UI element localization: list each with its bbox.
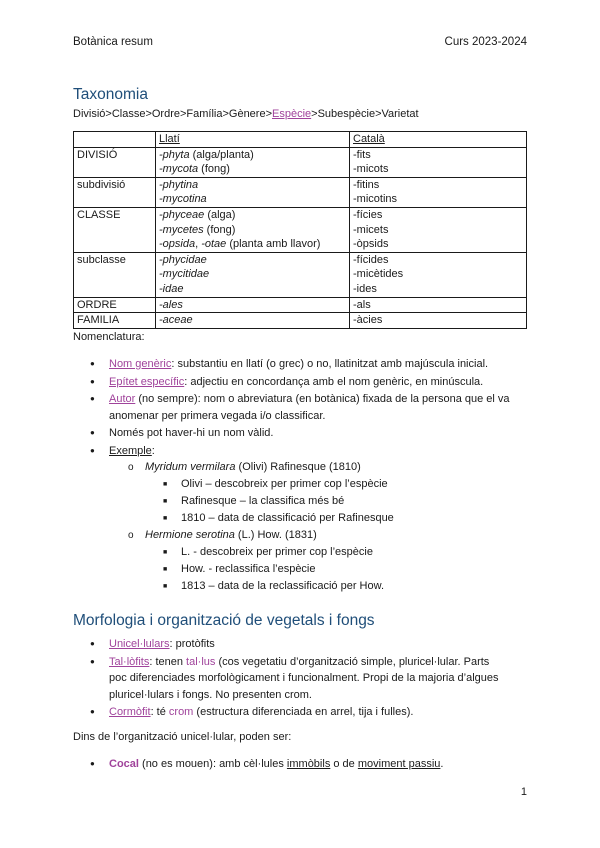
- heading-taxonomia: Taxonomia: [73, 86, 148, 103]
- page-number: 1: [520, 786, 527, 798]
- highlight-term: crom: [168, 706, 194, 718]
- cocal-term: Cocal: [109, 758, 139, 770]
- item-text: (no es mouen): amb cèl·lules: [138, 758, 287, 770]
- item-text: : adjectiu en concordança amb el nom genèric, en minúscula.: [184, 375, 484, 388]
- example-note: ■ L. - descobreix per primer cop l’espècie: [73, 544, 533, 561]
- example-item: [73, 527, 533, 544]
- term-link[interactable]: Autor: [109, 393, 136, 405]
- table-header-row: [74, 132, 527, 148]
- example-note: ■ Olivi – descobreix per primer cop l’espècie: [73, 476, 533, 493]
- hierarchy-post: >Subespècie>Varietat: [311, 108, 419, 120]
- item-text: pluricel·lulars i fongs. No presenten crom.: [109, 688, 312, 701]
- catalan-suffix: -fitins: [353, 178, 380, 191]
- table-row-subdivisio: [74, 177, 527, 207]
- term-link[interactable]: Unicel·lulars: [109, 638, 170, 650]
- cocal-list: [73, 756, 533, 773]
- catalan-suffix: -ides: [353, 282, 377, 295]
- example-note: ■ How. - reclassifica l’espècie: [73, 561, 533, 578]
- latin-cell: [156, 207, 350, 252]
- morphology-list: [73, 636, 535, 721]
- item-text: poc diferenciades morfològicament i funcionalment. Propi de la majoria d’algues: [109, 672, 499, 684]
- hierarchy-link[interactable]: Espècie: [272, 108, 312, 120]
- species-author: (L.) How. (1831): [234, 529, 317, 541]
- nomenclature-list: [73, 356, 533, 595]
- example-note: ■ 1813 – data de la reclassificació per How.: [73, 578, 533, 595]
- catalan-suffix: -fits: [353, 148, 371, 161]
- latin-note: (alga/planta): [189, 148, 254, 161]
- rank-cell: CLASSE: [74, 207, 156, 252]
- rank-cell: FAMILIA: [74, 313, 156, 329]
- latin-note: (alga): [204, 208, 236, 221]
- latin-suffix: -phytina: [159, 178, 199, 191]
- underlined-term: immòbils: [286, 758, 331, 770]
- catalan-cell: [350, 207, 527, 252]
- taxonomy-table: [73, 131, 527, 329]
- rank-cell: DIVISIÓ: [74, 147, 156, 177]
- term-link[interactable]: Exemple: [109, 444, 152, 457]
- item-text: : tenen: [149, 655, 187, 668]
- latin-cell: [156, 252, 350, 297]
- item-text: : protòfits: [169, 638, 215, 650]
- item-text: : té: [150, 706, 169, 718]
- latin-note: (planta amb llavor): [226, 238, 321, 251]
- term-link[interactable]: Nom genèric: [109, 358, 172, 370]
- species-name: Myridum vermilara: [145, 461, 236, 473]
- table-row-classe: [74, 207, 527, 252]
- hierarchy-pre: Divisió>Classe>Ordre>Família>Gènere>: [73, 108, 273, 120]
- catalan-suffix: -fícides: [353, 253, 389, 266]
- list-item-cocal: [73, 756, 533, 773]
- catalan-cell: [350, 252, 527, 297]
- term-link[interactable]: Epítet específic: [109, 375, 185, 388]
- latin-suffix: -mycitidae: [159, 268, 210, 281]
- latin-note: (fong): [198, 163, 230, 176]
- heading-morfologia: Morfologia i organització de vegetals i fongs: [73, 612, 375, 629]
- item-text: anomenar per primera vegada i/o classificar.: [109, 409, 326, 422]
- nomenclature-label: Nomenclatura:: [73, 331, 145, 343]
- latin-cell: [156, 177, 350, 207]
- latin-suffix: -mycetes: [159, 223, 204, 236]
- catalan-suffix: -micètides: [353, 268, 404, 281]
- catalan-cell: -àcies: [350, 313, 527, 329]
- latin-suffix: -idae: [159, 282, 184, 295]
- catalan-cell: [350, 177, 527, 207]
- col-header-latin: Llatí: [156, 132, 350, 148]
- list-item-unicellulars: [73, 636, 535, 653]
- latin-suffix: -opsida: [159, 238, 196, 251]
- list-item-valid: [73, 425, 533, 442]
- latin-note: ,: [195, 238, 202, 251]
- latin-suffix: -aceae: [159, 314, 193, 327]
- header-left: Botànica resum: [73, 36, 153, 48]
- list-item-epitet: [73, 374, 533, 391]
- item-text: Només pot haver-hi un nom vàlid.: [109, 427, 274, 439]
- col-header-catalan: Català: [350, 132, 527, 148]
- list-item-nom-generic: [73, 356, 533, 373]
- catalan-suffix: -micots: [353, 163, 389, 176]
- latin-suffix: -phyta: [159, 148, 190, 161]
- latin-cell: [156, 297, 350, 313]
- example-item: [73, 459, 533, 476]
- list-item-autor: [73, 391, 533, 424]
- underlined-term: moviment passiu: [357, 758, 441, 770]
- latin-note: (fong): [203, 223, 236, 236]
- catalan-suffix: -fícies: [353, 208, 383, 221]
- table-row-familia: [74, 313, 527, 329]
- table-row-divisio: [74, 147, 527, 177]
- highlight-term: tal·lus: [186, 655, 216, 668]
- catalan-cell: -als: [350, 297, 527, 313]
- latin-suffix: -mycotina: [159, 193, 207, 206]
- list-item-cormofit: [73, 704, 535, 721]
- header-right: Curs 2023-2024: [444, 36, 527, 48]
- term-link[interactable]: Tal·lòfits: [109, 655, 150, 668]
- term-link[interactable]: Cormòfit: [109, 706, 151, 718]
- species-author: (Olivi) Rafinesque (1810): [235, 461, 361, 473]
- latin-suffix: -phyceae: [159, 208, 205, 221]
- table-corner-cell: [74, 132, 156, 148]
- example-note: ■ Rafinesque – la classifica més bé: [73, 493, 533, 510]
- rank-cell: ORDRE: [74, 297, 156, 313]
- table-row-subclasse: [74, 252, 527, 297]
- latin-suffix: -mycota: [159, 163, 199, 176]
- catalan-suffix: -micets: [353, 223, 389, 236]
- item-text: (no sempre): nom o abreviatura (en botànica) fixada de la persona que el va: [135, 393, 510, 405]
- latin-suffix: -phycidae: [159, 253, 207, 266]
- latin-cell: [156, 147, 350, 177]
- table-row-ordre: [74, 297, 527, 313]
- item-text: (cos vegetatiu d’organització simple, pluricel·lular. Parts: [215, 655, 490, 668]
- rank-cell: subdivisió: [74, 177, 156, 207]
- species-name: Hermione serotina: [145, 529, 235, 541]
- page-header: [73, 36, 527, 48]
- item-text: : substantiu en llatí (o grec) o no, llatinitzat amb majúscula inicial.: [171, 358, 489, 370]
- catalan-cell: [350, 147, 527, 177]
- item-text: o de: [330, 758, 358, 770]
- rank-cell: subclasse: [74, 252, 156, 297]
- item-text: .: [440, 758, 444, 770]
- catalan-suffix: -òpsids: [353, 238, 389, 251]
- latin-cell: [156, 313, 350, 329]
- item-text: (estructura diferenciada en arrel, tija i fulles).: [193, 706, 414, 718]
- latin-suffix: -otae: [201, 238, 227, 251]
- taxonomy-hierarchy: [73, 108, 419, 120]
- list-item-exemple: [73, 443, 533, 460]
- unicellular-para: Dins de l’organització unicel·lular, poden ser:: [73, 731, 292, 743]
- item-text: :: [151, 444, 155, 457]
- example-note: ■ 1810 – data de classificació per Rafinesque: [73, 510, 533, 527]
- catalan-suffix: -micotins: [353, 193, 398, 206]
- list-item-tallofits: [73, 654, 535, 704]
- latin-suffix: -ales: [159, 298, 183, 311]
